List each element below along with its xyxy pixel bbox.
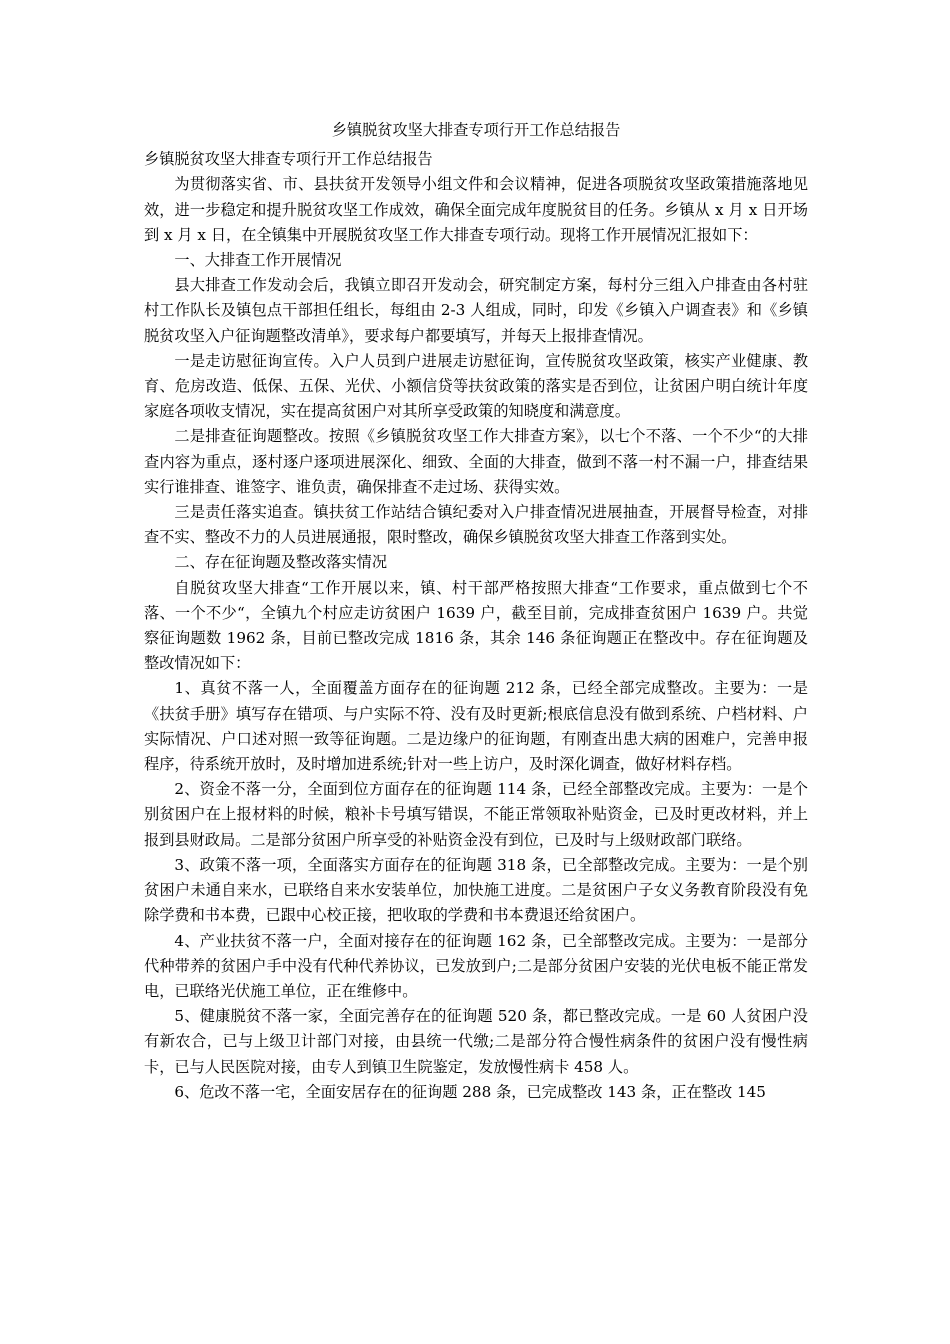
paragraph-item-4: 4、产业扶贫不落一户，全面对接存在的征询题 162 条，已全部整改完成。主要为：一是部分代种带养的贫困户手中没有代种代养协议，已发放到户;二是部分贫困户安装的光伏电板不能正常发电，已联络光伏施工单位，正在维修中。 xyxy=(144,931,808,1000)
paragraph-overview: 自脱贫攻坚大排查“工作开展以来，镇、村干部严格按照大排查“工作要求，重点做到七个不落、一个不少“，全镇九个村应走访贫困户 1639 户，截至目前，完成排查贫困户 1639 户。共觉察征询题数 1962 条，目前已整改完成 1816 条，其余 146 条征询题正在整改中。存在征询题及整改情况如下： xyxy=(144,578,808,673)
paragraph-meeting: 县大排查工作发动会后，我镇立即召开发动会，研究制定方案，每村分三组入户排查由各村驻村工作队长及镇包点干部担任组长，每组由 2-3 人组成，同时，印发《乡镇入户调查表》和《乡镇脱贫攻坚入户征询题整改清单》，要求每户都要填写，并每天上报排查情况。 xyxy=(144,276,808,345)
paragraph-item-1: 1、真贫不落一人，全面覆盖方面存在的征询题 212 条，已经全部完成整改。主要为：一是《扶贫手册》填写存在错项、与户实际不符、没有及时更新;根底信息没有做到系统、户档材料、户实际情况、户口述对照一致等征询题。二是边缘户的征询题，有刚查出患大病的困难户，完善申报程序，待系统开放时，及时增加进系统;针对一些上访户，及时深化调查，做好材料存档。 xyxy=(144,679,808,774)
document-title: 乡镇脱贫攻坚大排查专项行开工作总结报告 xyxy=(331,121,621,139)
section-heading-1: 一、大排查工作开展情况 xyxy=(174,251,342,270)
paragraph-item-3: 3、政策不落一项，全面落实方面存在的征询题 318 条，已全部整改完成。主要为：一是个别贫困户未通自来水，已联络自来水安装单位，加快施工进度。二是贫困户子女义务教育阶段没有免除学费和书本费，已跟中心校正接，把收取的学费和书本费退还给贫困户。 xyxy=(144,855,808,925)
document-subtitle: 乡镇脱贫攻坚大排查专项行开工作总结报告 xyxy=(144,150,433,169)
document-page xyxy=(144,118,808,1105)
paragraph-rectify: 二是排查征询题整改。按照《乡镇脱贫攻坚工作大排查方案》，以七个不落、一个不少“的大排查内容为重点，逐村逐户逐项进展深化、细致、全面的大排查，做到不落一村不漏一户，排查结果实行谁排查、谁签字、谁负责，确保排查不走过场、获得实效。 xyxy=(144,427,808,496)
paragraph-intro: 为贯彻落实省、市、县扶贫开发领导小组文件和会议精神，促进各项脱贫攻坚政策措施落地见效，进一步稳定和提升脱贫攻坚工作成效，确保全面完成年度脱贫目的任务。乡镇从 x 月 x 日开场到 x 月 x 日，在全镇集中开展脱贫攻坚工作大排查专项行动。现将工作开展情况汇报如下： xyxy=(144,175,808,244)
paragraph-item-6: 6、危改不落一宅，全面安居存在的征询题 288 条，已完成整改 143 条，正在整改 145 xyxy=(174,1082,766,1101)
paragraph-item-5: 5、健康脱贫不落一家，全面完善存在的征询题 520 条，都已整改完成。一是 60 人贫困户没有新农合，已与上级卫计部门对接，由县统一代缴;二是部分符合慢性病条件的贫困户没有慢性病卡，已与人民医院对接，由专人到镇卫生院鉴定，发放慢性病卡 458 人。 xyxy=(144,1007,808,1076)
paragraph-visit: 一是走访慰征询宣传。入户人员到户进展走访慰征询，宣传脱贫攻坚政策，核实产业健康、教育、危房改造、低保、五保、光伏、小额信贷等扶贫政策的落实是否到位，让贫困户明白统计年度家庭各项收支情况，实在提高贫困户对其所享受政策的知晓度和满意度。 xyxy=(144,351,808,421)
section-heading-2: 二、存在征询题及整改落实情况 xyxy=(174,553,388,572)
paragraph-accountability: 三是责任落实追查。镇扶贫工作站结合镇纪委对入户排查情况进展抽查，开展督导检查，对排查不实、整改不力的人员进展通报，限时整改，确保乡镇脱贫攻坚大排查工作落到实处。 xyxy=(144,503,808,547)
paragraph-item-2: 2、资金不落一分，全面到位方面存在的征询题 114 条，已经全部整改完成。主要为：一是个别贫困户在上报材料的时候，粮补卡号填写错误，不能正常领取补贴资金，已及时更改材料，并上报到县财政局。二是部分贫困户所享受的补贴资金没有到位，已及时与上级财政部门联络。 xyxy=(144,780,808,849)
